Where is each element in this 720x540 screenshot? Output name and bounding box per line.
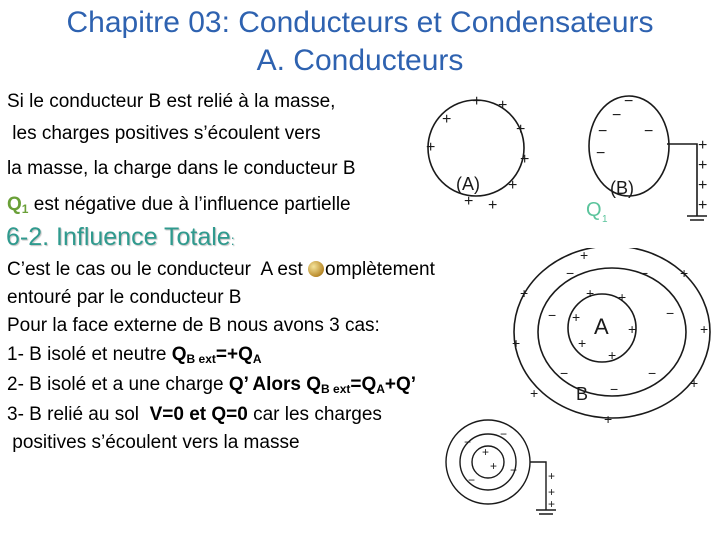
svg-text:+: + bbox=[482, 445, 490, 459]
case-1 bbox=[7, 343, 262, 367]
figure1-label-q: Q bbox=[586, 199, 602, 221]
svg-text:+: + bbox=[530, 385, 539, 401]
svg-text:+: + bbox=[472, 93, 482, 110]
paragraph1-line2: les charges positives s’écoulent vers bbox=[7, 123, 321, 144]
svg-text:+: + bbox=[490, 459, 498, 473]
svg-text:−: − bbox=[624, 93, 634, 110]
chapter-title: Chapitre 03: Conducteurs et Condensateurs bbox=[66, 6, 654, 39]
svg-text:+: + bbox=[690, 375, 699, 391]
svg-text:+: + bbox=[698, 157, 708, 174]
paragraph2-line3: Pour la face externe de B nous avons 3 cas: bbox=[7, 315, 380, 336]
case-2-text: 2- B isolé et a une charge bbox=[7, 374, 229, 395]
svg-text:−: − bbox=[566, 265, 575, 281]
section-heading-colon: : bbox=[230, 232, 235, 248]
svg-text:−: − bbox=[560, 365, 569, 381]
case-1-q-sub: B ext bbox=[186, 352, 216, 366]
paragraph1-line1: Si le conducteur B est relié à la masse, bbox=[7, 91, 336, 112]
svg-text:−: − bbox=[596, 145, 606, 162]
paragraph1-line3: la masse, la charge dans le conducteur B bbox=[7, 158, 356, 179]
case-3 bbox=[7, 403, 382, 427]
speaker-icon[interactable] bbox=[308, 261, 324, 277]
svg-text:+: + bbox=[512, 335, 521, 351]
figure-partial-influence bbox=[412, 86, 720, 236]
svg-text:−: − bbox=[644, 123, 654, 140]
svg-text:−: − bbox=[464, 435, 472, 449]
case-2-eq-sub: A bbox=[376, 382, 385, 396]
case-2-bold: Q’ Alors Q bbox=[228, 374, 322, 395]
svg-text:+: + bbox=[618, 289, 627, 305]
figure1-label-q-sub: 1 bbox=[602, 214, 608, 225]
svg-text:−: − bbox=[510, 463, 518, 477]
svg-text:+: + bbox=[628, 321, 637, 337]
svg-text:+: + bbox=[698, 177, 708, 194]
svg-text:+: + bbox=[548, 469, 556, 483]
figure2-label-b: B bbox=[576, 384, 589, 404]
paragraph1-line4-text: est négative due à l’influence partielle bbox=[28, 194, 351, 215]
small-conductor-b-outer bbox=[446, 420, 530, 504]
svg-text:−: − bbox=[500, 427, 508, 441]
paragraph1-line4 bbox=[7, 193, 351, 217]
paragraph2-line1-b: omplètement bbox=[325, 259, 435, 280]
figure-total-influence bbox=[500, 248, 720, 428]
case-1-q: Q bbox=[171, 344, 187, 365]
figure-total-influence-grounded bbox=[430, 410, 590, 538]
case-3-line2: positives s’écoulent vers la masse bbox=[7, 432, 300, 453]
case-3-bold: V=0 et Q=0 bbox=[149, 404, 248, 425]
svg-text:+: + bbox=[578, 335, 587, 351]
charges bbox=[426, 93, 707, 214]
case-1-eq: =+Q bbox=[215, 344, 253, 365]
svg-text:+: + bbox=[488, 197, 498, 214]
svg-text:−: − bbox=[598, 123, 608, 140]
case-3-end: car les charges bbox=[247, 404, 382, 425]
case-2-end: +Q’ bbox=[384, 374, 417, 395]
section-heading-label: 6-2. Influence Totale bbox=[6, 223, 231, 251]
svg-text:+: + bbox=[520, 285, 529, 301]
svg-text:+: + bbox=[698, 137, 708, 154]
svg-text:+: + bbox=[604, 411, 613, 427]
svg-text:+: + bbox=[508, 177, 518, 194]
figure1-label-a: (A) bbox=[456, 174, 480, 194]
svg-text:+: + bbox=[572, 309, 581, 325]
svg-text:+: + bbox=[442, 111, 452, 128]
svg-text:+: + bbox=[498, 97, 508, 114]
svg-text:+: + bbox=[698, 197, 708, 214]
svg-text:+: + bbox=[680, 265, 689, 281]
figure-total-influence-svg bbox=[500, 248, 720, 428]
svg-text:−: − bbox=[648, 365, 657, 381]
chapter-subtitle: A. Conducteurs bbox=[256, 44, 464, 77]
paragraph2-line1 bbox=[7, 258, 435, 282]
charges-total bbox=[512, 248, 708, 427]
svg-text:+: + bbox=[548, 497, 556, 511]
svg-text:−: − bbox=[610, 381, 619, 397]
paragraph2-line2: entouré par le conducteur B bbox=[7, 287, 242, 308]
svg-text:+: + bbox=[580, 248, 589, 263]
case-1-text: 1- B isolé et neutre bbox=[7, 344, 172, 365]
svg-text:+: + bbox=[520, 151, 530, 168]
q1-symbol: Q bbox=[7, 194, 22, 215]
svg-text:−: − bbox=[612, 107, 622, 124]
svg-text:+: + bbox=[426, 139, 436, 156]
svg-text:+: + bbox=[700, 321, 709, 337]
case-1-eq-sub: A bbox=[252, 352, 262, 366]
figure2-label-a: A bbox=[594, 314, 609, 339]
section-heading bbox=[6, 222, 235, 255]
svg-text:−: − bbox=[468, 473, 476, 487]
case-2-eq: =Q bbox=[350, 374, 377, 395]
svg-text:−: − bbox=[666, 305, 675, 321]
svg-text:+: + bbox=[586, 285, 595, 301]
svg-text:+: + bbox=[608, 347, 617, 363]
svg-text:+: + bbox=[464, 193, 474, 210]
figure-partial-influence-svg bbox=[412, 86, 720, 236]
svg-text:+: + bbox=[516, 121, 526, 138]
svg-text:−: − bbox=[548, 307, 557, 323]
svg-text:−: − bbox=[640, 265, 649, 281]
svg-text:+: + bbox=[548, 485, 556, 499]
figure1-label-b: (B) bbox=[610, 178, 634, 198]
case-3-text: 3- B relié au sol bbox=[7, 404, 150, 425]
case-2 bbox=[7, 373, 416, 397]
case-2-q-sub: B ext bbox=[321, 382, 351, 396]
figure-grounded-svg bbox=[430, 410, 590, 538]
q1-subscript: 1 bbox=[21, 202, 29, 216]
paragraph2-line1-a: C’est le cas ou le conducteur A est bbox=[7, 259, 309, 280]
